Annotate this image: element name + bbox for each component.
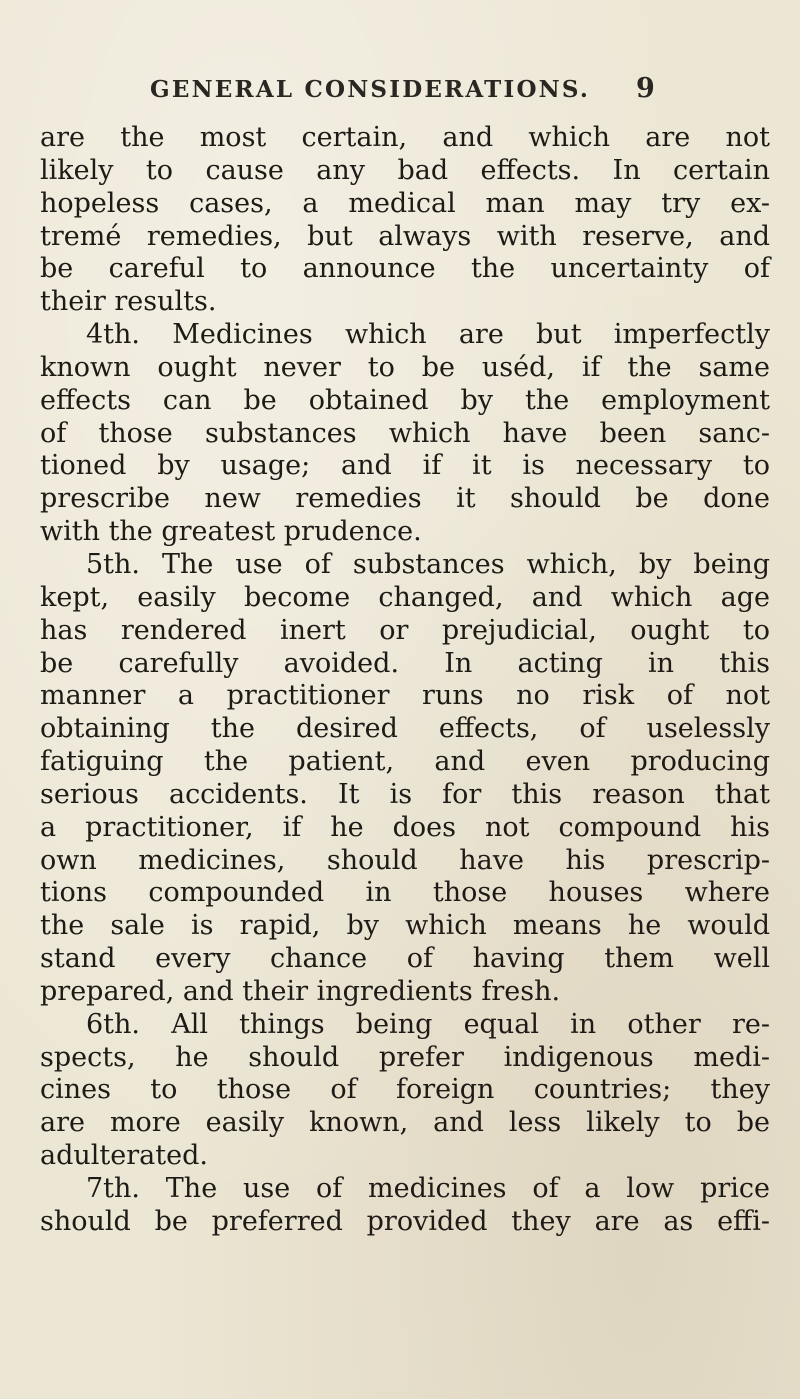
text-line: should be preferred provided they are as effi-	[40, 1205, 770, 1237]
text-line: be careful to announce the uncertainty of	[40, 253, 770, 285]
text-line: own medicines, should have his prescrip-	[40, 844, 770, 876]
text-line: 7th. The use of medicines of a low price	[86, 1173, 770, 1204]
text-line: known ought never to be uséd, if the same	[40, 351, 770, 383]
text-line: spects, he should prefer indigenous medi-	[40, 1041, 770, 1073]
text-line: serious accidents. It is for this reason that	[40, 778, 770, 810]
running-head: GENERAL CONSIDERATIONS.	[150, 76, 591, 103]
text-line: with the greatest prudence.	[40, 516, 422, 548]
text-line: stand every chance of having them well	[40, 943, 770, 975]
text-line: fatiguing the patient, and even producing	[40, 746, 770, 778]
text-line: adulterated.	[40, 1140, 208, 1172]
text-line: manner a practitioner runs no risk of not	[40, 680, 770, 712]
text-line: tremé remedies, but always with reserve, and	[40, 220, 770, 252]
text-line: are the most certain, and which are not	[40, 122, 770, 153]
text-line: be carefully avoided. In acting in this	[40, 647, 770, 679]
text-line: likely to cause any bad effects. In certain	[40, 154, 770, 186]
text-line: tions compounded in those houses where	[40, 877, 770, 909]
text-line: are more easily known, and less likely to be	[40, 1107, 770, 1139]
text-line: of those substances which have been sanc-	[40, 417, 770, 449]
text-line: has rendered inert or prejudicial, ought to	[40, 614, 770, 646]
body-text	[40, 122, 770, 1239]
text-line: obtaining the desired effects, of uselessly	[40, 713, 770, 745]
text-line: the sale is rapid, by which means he would	[40, 910, 770, 942]
text-line: cines to those of foreign countries; they	[40, 1074, 770, 1106]
text-line: kept, easily become changed, and which age	[40, 581, 770, 613]
text-line: prepared, and their ingredients fresh.	[40, 975, 561, 1007]
text-line: 5th. The use of substances which, by being	[86, 548, 770, 580]
text-line: prescribe new remedies it should be done	[40, 483, 770, 515]
text-line: 6th. All things being equal in other re-	[86, 1008, 770, 1040]
page-number: 9	[636, 73, 655, 104]
text-line: a practitioner, if he does not compound his	[40, 811, 770, 843]
text-line: tioned by usage; and if it is necessary to	[40, 450, 770, 482]
text-line: effects can be obtained by the employment	[40, 384, 770, 416]
text-line: their results.	[40, 286, 217, 318]
text-line: hopeless cases, a medical man may try ex-	[40, 187, 770, 219]
text-line: 4th. Medicines which are but imperfectly	[86, 319, 770, 351]
